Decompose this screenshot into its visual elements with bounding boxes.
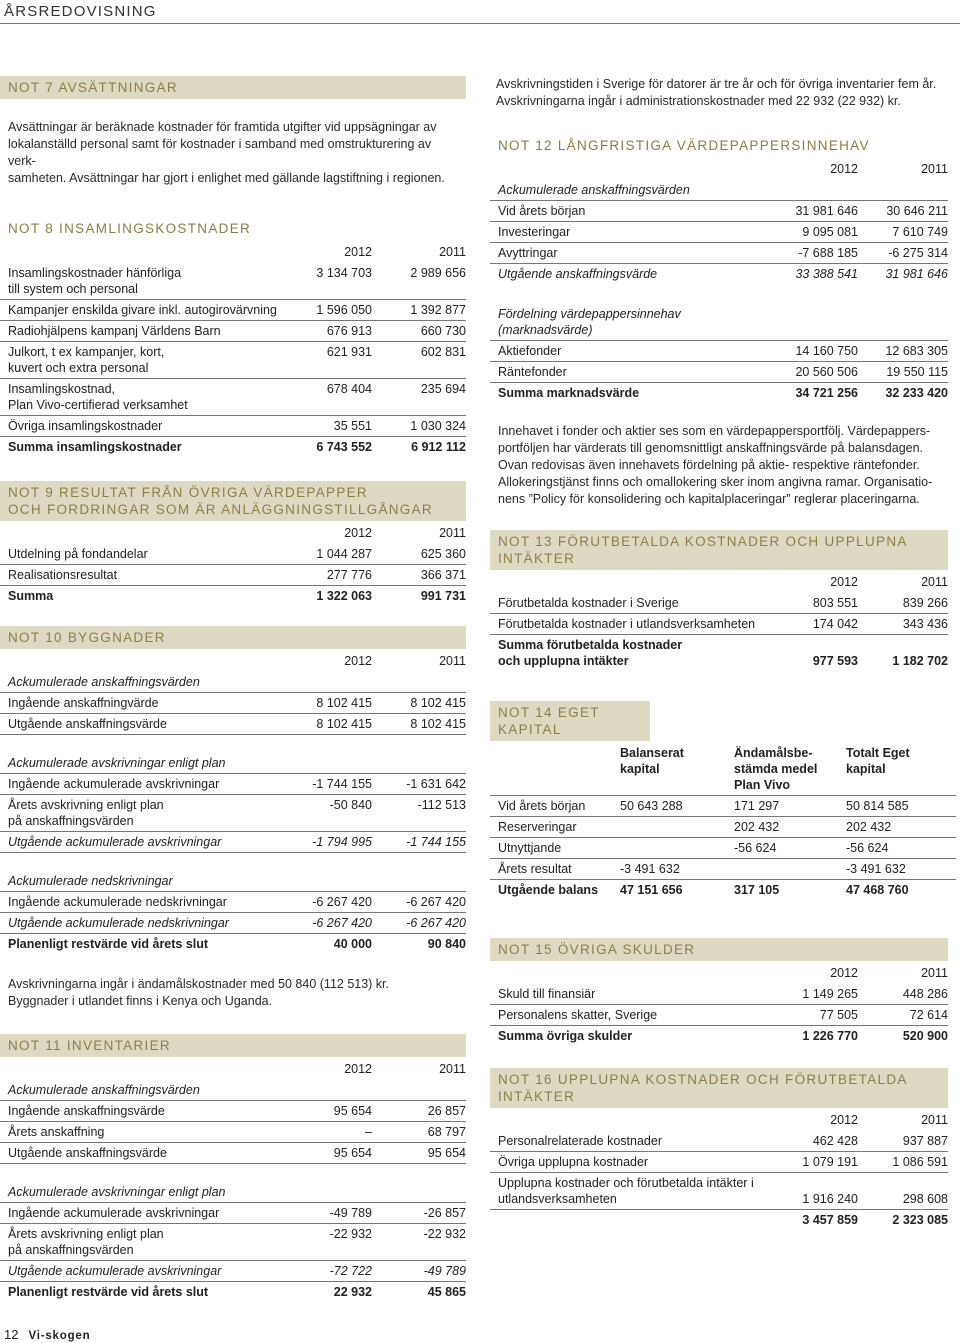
value-2011: -49 789 bbox=[372, 1261, 466, 1282]
row-label: Summa marknadsvärde bbox=[498, 386, 640, 400]
table-row bbox=[0, 714, 466, 735]
year-header-row bbox=[490, 157, 948, 180]
value-2012: -72 722 bbox=[296, 1261, 372, 1282]
value-2011: 30 646 211 bbox=[858, 201, 948, 222]
note13-table bbox=[490, 570, 948, 671]
row-label: Ingående ackumulerade avskrivningar bbox=[0, 1203, 296, 1224]
year-2011: 2011 bbox=[439, 1062, 466, 1076]
value-2012: 8 102 415 bbox=[296, 693, 372, 714]
note12-text bbox=[490, 423, 956, 508]
row-label: Förutbetalda kostnader i Sverige bbox=[490, 593, 778, 614]
value-2012: 22 932 bbox=[333, 1285, 372, 1299]
year-2012: 2012 bbox=[344, 526, 372, 540]
note13-title: NOT 13 FÖRUTBETALDA KOSTNADER OCH UPPLUPNA INTÄKTER bbox=[490, 530, 948, 570]
row-label: Julkort, t ex kampanjer, kort, bbox=[8, 345, 165, 359]
row-label: (marknadsvärde) bbox=[498, 323, 593, 337]
row-label: Reserveringar bbox=[490, 817, 620, 838]
table-row bbox=[490, 1005, 948, 1026]
note9-title-line: NOT 9 RESULTAT FRÅN ÖVRIGA VÄRDEPAPPER bbox=[8, 485, 368, 500]
value-2011: -1 744 155 bbox=[372, 832, 466, 853]
row-label: Utgående anskaffningsvärde bbox=[0, 714, 296, 735]
column-header: Totalt Eget kapital bbox=[846, 741, 956, 796]
row-label: till system och personal bbox=[8, 282, 138, 296]
value-2011: 31 981 646 bbox=[885, 267, 948, 281]
total-row bbox=[490, 880, 956, 901]
value-2011: 602 831 bbox=[372, 342, 466, 379]
row-label: Plan Vivo-certifierad verksamhet bbox=[8, 398, 188, 412]
row-label: Skuld till finansiär bbox=[490, 984, 778, 1005]
value-2012: 35 551 bbox=[296, 416, 372, 437]
row-label: Utdelning på fondandelar bbox=[0, 544, 296, 565]
note12-title: NOT 12 LÅNGFRISTIGA VÄRDEPAPPERSINNEHAV bbox=[498, 138, 870, 153]
value-2012: 40 000 bbox=[333, 937, 372, 951]
value-2011: 520 900 bbox=[902, 1029, 948, 1043]
table-row bbox=[490, 593, 948, 614]
value-2011: 6 912 112 bbox=[411, 440, 466, 454]
value-2011: 12 683 305 bbox=[858, 341, 948, 362]
value-2011: -22 932 bbox=[372, 1224, 466, 1261]
table-row bbox=[490, 984, 948, 1005]
value-2012: 678 404 bbox=[296, 379, 372, 416]
year-2011: 2011 bbox=[921, 162, 948, 176]
row-label: Realisationsresultat bbox=[0, 565, 296, 586]
value-2011: 937 887 bbox=[858, 1131, 948, 1152]
section-heading: Ackumulerade avskrivningar enligt plan bbox=[0, 735, 466, 774]
value-2011: 2 989 656 bbox=[372, 263, 466, 300]
value-2011: 26 857 bbox=[372, 1101, 466, 1122]
year-2011: 2011 bbox=[439, 526, 466, 540]
value-2012: 31 981 646 bbox=[768, 201, 858, 222]
note7-line: samheten. Avsättningar har gjort i enlighet med gällande lagstiftning i regionen. bbox=[8, 171, 445, 185]
note10-table bbox=[0, 649, 466, 954]
row-label: Personalrelaterade kostnader bbox=[490, 1131, 778, 1152]
value-2011: -1 631 642 bbox=[372, 774, 466, 795]
note10-text bbox=[0, 976, 466, 1010]
value-2012: 95 654 bbox=[296, 1143, 372, 1164]
year-2011: 2011 bbox=[921, 966, 948, 980]
value-total: 47 468 760 bbox=[846, 883, 909, 897]
row-label: Vid årets början bbox=[490, 201, 768, 222]
section-heading: Ackumulerade avskrivningar enligt plan bbox=[0, 1164, 466, 1203]
value-2012: 3 134 703 bbox=[296, 263, 372, 300]
value-2012: 676 913 bbox=[296, 321, 372, 342]
value-2012: 174 042 bbox=[778, 614, 858, 635]
value-2012: 1 226 770 bbox=[802, 1029, 858, 1043]
value-2012: 277 776 bbox=[296, 565, 372, 586]
row-label: Utgående anskaffningsvärde bbox=[498, 267, 658, 281]
value-2011: -6 275 314 bbox=[858, 243, 948, 264]
table-row bbox=[0, 1203, 466, 1224]
total-row bbox=[0, 586, 466, 607]
note12-line: Ovan redovisas även innehavets fördelning på aktie- respektive räntefonder. bbox=[498, 458, 920, 472]
note11-title: NOT 11 INVENTARIER bbox=[0, 1034, 466, 1057]
value-2011: -112 513 bbox=[372, 795, 466, 832]
value-2012: 803 551 bbox=[778, 593, 858, 614]
value-2012: 462 428 bbox=[778, 1131, 858, 1152]
year-2012: 2012 bbox=[344, 1062, 372, 1076]
row-label: Upplupna kostnader och förutbetalda intäkter i bbox=[498, 1176, 754, 1190]
note11-table bbox=[0, 1057, 466, 1302]
year-2011: 2011 bbox=[921, 575, 948, 589]
value-2012: -7 688 185 bbox=[768, 243, 858, 264]
section-heading-row bbox=[0, 672, 466, 693]
value-2011: 90 840 bbox=[427, 937, 466, 951]
value-2012: 34 721 256 bbox=[795, 386, 858, 400]
note15-title: NOT 15 ÖVRIGA SKULDER bbox=[490, 938, 948, 961]
row-label: Övriga upplupna kostnader bbox=[490, 1152, 778, 1173]
note14-table bbox=[490, 741, 956, 900]
value-2012: 8 102 415 bbox=[296, 714, 372, 735]
value-2011: 625 360 bbox=[372, 544, 466, 565]
value-2012: 95 654 bbox=[296, 1101, 372, 1122]
table-row bbox=[490, 859, 956, 880]
value-designated: 202 432 bbox=[734, 817, 846, 838]
row-label: Ingående ackumulerade nedskrivningar bbox=[0, 892, 296, 913]
row-label: Summa förutbetalda kostnader bbox=[498, 638, 683, 652]
total-row bbox=[0, 437, 466, 458]
table-row bbox=[0, 565, 466, 586]
value-2011: 366 371 bbox=[372, 565, 466, 586]
value-balanced: -3 491 632 bbox=[620, 859, 734, 880]
value-balanced bbox=[620, 838, 734, 859]
section-heading-row bbox=[0, 853, 466, 892]
row-label: utlandsverksamheten bbox=[498, 1192, 617, 1206]
row-label: Fördelning värdepappersinnehav bbox=[498, 307, 681, 321]
value-2011: 2 323 085 bbox=[892, 1213, 948, 1227]
value-2012: 977 593 bbox=[812, 654, 858, 668]
row-label: Årets avskrivning enligt plan bbox=[8, 798, 164, 812]
value-2011: 72 614 bbox=[858, 1005, 948, 1026]
row-label: Summa övriga skulder bbox=[498, 1029, 633, 1043]
note8-title: NOT 8 INSAMLINGSKOSTNADER bbox=[8, 221, 252, 236]
value-designated: 171 297 bbox=[734, 796, 846, 817]
value-2011: 660 730 bbox=[372, 321, 466, 342]
value-2011: -6 267 420 bbox=[372, 892, 466, 913]
table-row bbox=[0, 342, 466, 379]
table-row bbox=[490, 1173, 948, 1210]
year-2012: 2012 bbox=[344, 654, 372, 668]
value-2012: -50 840 bbox=[296, 795, 372, 832]
column-header: Balanserat kapital bbox=[620, 741, 734, 796]
note9-title-line: OCH FORDRINGAR SOM ÄR ANLÄGGNINGSTILLGÅNGAR bbox=[8, 502, 433, 517]
value-2012: 1 079 191 bbox=[778, 1152, 858, 1173]
table-row bbox=[490, 1152, 948, 1173]
table-row bbox=[0, 892, 466, 913]
value-2012: 621 931 bbox=[296, 342, 372, 379]
table-row bbox=[0, 263, 466, 300]
section-heading-row bbox=[0, 1164, 466, 1203]
row-label: Ingående ackumulerade avskrivningar bbox=[0, 774, 296, 795]
page-footer bbox=[4, 1327, 90, 1342]
section-heading-row bbox=[0, 1080, 466, 1101]
value-2012: -22 932 bbox=[296, 1224, 372, 1261]
value-2011: 1 030 324 bbox=[372, 416, 466, 437]
value-2012: -49 789 bbox=[296, 1203, 372, 1224]
page-number: 12 bbox=[4, 1327, 19, 1342]
section-heading bbox=[490, 284, 948, 341]
intro-line: Avskrivningarna ingår i administrationskostnader med 22 932 (22 932) kr. bbox=[496, 94, 901, 108]
row-label: Summa insamlingskostnader bbox=[8, 440, 182, 454]
table-row bbox=[0, 1101, 466, 1122]
row-label: Radiohjälpens kampanj Världens Barn bbox=[0, 321, 296, 342]
row-label: på anskaffningsvärden bbox=[8, 1243, 134, 1257]
value-2012: 33 388 541 bbox=[795, 267, 858, 281]
page-header-title: ÅRSREDOVISNING bbox=[4, 3, 157, 20]
year-2011: 2011 bbox=[921, 1113, 948, 1127]
row-label: Planenligt restvärde vid årets slut bbox=[8, 937, 209, 951]
table-row bbox=[0, 544, 466, 565]
value-2011: 7 610 749 bbox=[858, 222, 948, 243]
row-label: Ingående anskaffningsvärde bbox=[0, 1101, 296, 1122]
value-2012: 77 505 bbox=[778, 1005, 858, 1026]
total-row bbox=[490, 1210, 948, 1231]
note12-table bbox=[490, 157, 948, 403]
table-row bbox=[0, 693, 466, 714]
row-label: Avyttringar bbox=[490, 243, 768, 264]
year-header-row bbox=[490, 570, 948, 593]
total-row bbox=[490, 635, 948, 672]
table-row bbox=[490, 614, 948, 635]
table-row bbox=[0, 774, 466, 795]
value-2012: 20 560 506 bbox=[768, 362, 858, 383]
note7-text bbox=[0, 119, 466, 187]
table-row bbox=[0, 416, 466, 437]
total-row bbox=[490, 383, 948, 404]
note7-line: Avsättningar är beräknade kostnader för framtida utgifter vid uppsägningar av bbox=[8, 120, 437, 134]
brand-name: Vi-skogen bbox=[28, 1330, 91, 1342]
section-heading: Ackumulerade anskaffningsvärden bbox=[0, 672, 466, 693]
value-2011: 95 654 bbox=[372, 1143, 466, 1164]
value-2012: 1 596 050 bbox=[296, 300, 372, 321]
note15-table bbox=[490, 961, 948, 1046]
table-row bbox=[0, 321, 466, 342]
value-2012: -6 267 420 bbox=[296, 892, 372, 913]
row-label: Aktiefonder bbox=[490, 341, 768, 362]
value-balanced: 47 151 656 bbox=[620, 883, 683, 897]
row-label: Årets resultat bbox=[490, 859, 620, 880]
note14-title: NOT 14 EGET KAPITAL bbox=[490, 701, 650, 741]
section-heading-row bbox=[0, 735, 466, 774]
value-2011: 448 286 bbox=[858, 984, 948, 1005]
row-label: Vid årets början bbox=[490, 796, 620, 817]
value-2012: 3 457 859 bbox=[802, 1213, 858, 1227]
note12-line: nens ”Policy för konsolidering och kapitalplaceringar” reglerar placeringarna. bbox=[498, 492, 920, 506]
section-heading-row bbox=[490, 180, 948, 201]
row-label: på anskaffningsvärden bbox=[8, 814, 134, 828]
row-label: Insamlingskostnader hänförliga bbox=[8, 266, 182, 280]
value-2011: 8 102 415 bbox=[372, 693, 466, 714]
value-designated: 317 105 bbox=[734, 883, 780, 897]
table-row bbox=[0, 300, 466, 321]
table-row bbox=[0, 1122, 466, 1143]
value-total: 50 814 585 bbox=[846, 796, 956, 817]
table-row bbox=[0, 1261, 466, 1282]
row-label: Utgående balans bbox=[498, 883, 599, 897]
left-column bbox=[0, 76, 466, 1302]
value-2012: 9 095 081 bbox=[768, 222, 858, 243]
row-label: Ingående anskaffningvärde bbox=[0, 693, 296, 714]
value-2012: 6 743 552 bbox=[316, 440, 372, 454]
row-label: Räntefonder bbox=[490, 362, 768, 383]
note7-title: NOT 7 AVSÄTTNINGAR bbox=[0, 76, 466, 99]
total-row bbox=[0, 1282, 466, 1303]
table-row bbox=[490, 341, 948, 362]
intro-line: Avskrivningstiden i Sverige för datorer är tre år och för övriga inventarier fem år. bbox=[496, 77, 937, 91]
value-designated: -56 624 bbox=[734, 838, 846, 859]
value-balanced: 50 643 288 bbox=[620, 796, 734, 817]
column-header: Ändamålsbe- stämda medel Plan Vivo bbox=[734, 741, 846, 796]
value-2011: 343 436 bbox=[858, 614, 948, 635]
value-2011: 1 392 877 bbox=[372, 300, 466, 321]
note9-table bbox=[0, 521, 466, 606]
value-designated bbox=[734, 859, 846, 880]
table-row bbox=[490, 222, 948, 243]
table-row bbox=[0, 913, 466, 934]
note16-title: NOT 16 UPPLUPNA KOSTNADER OCH FÖRUTBETALDA INTÄKTER bbox=[490, 1068, 948, 1108]
value-2012: -1 744 155 bbox=[296, 774, 372, 795]
section-heading-row bbox=[490, 284, 948, 341]
value-2011: 8 102 415 bbox=[372, 714, 466, 735]
row-label bbox=[490, 1210, 778, 1231]
total-row bbox=[0, 934, 466, 955]
section-heading: Ackumulerade nedskrivningar bbox=[0, 853, 466, 892]
inventory-depreciation-text bbox=[490, 76, 956, 110]
note12-line: Innehavet i fonder och aktier ses som en värdepappersportfölj. Värdepappers- bbox=[498, 424, 931, 438]
row-label: Personalens skatter, Sverige bbox=[490, 1005, 778, 1026]
value-2012: 14 160 750 bbox=[768, 341, 858, 362]
table-row bbox=[490, 838, 956, 859]
year-header-row bbox=[490, 1108, 948, 1131]
row-label: Förutbetalda kostnader i utlandsverksamheten bbox=[490, 614, 778, 635]
year-2012: 2012 bbox=[830, 575, 858, 589]
note10-title: NOT 10 BYGGNADER bbox=[0, 626, 466, 649]
row-label: Utgående anskaffningsvärde bbox=[0, 1143, 296, 1164]
table-row bbox=[0, 1224, 466, 1261]
row-label: Utnyttjande bbox=[490, 838, 620, 859]
table-row bbox=[490, 264, 948, 285]
table-row bbox=[490, 201, 948, 222]
row-label: Övriga insamlingskostnader bbox=[0, 416, 296, 437]
note12-line: Allokeringstjänst finns och omallokering sker inom angivna ramar. Organisatio- bbox=[498, 475, 933, 489]
table-row bbox=[0, 379, 466, 416]
row-label: Årets avskrivning enligt plan bbox=[8, 1227, 164, 1241]
total-row bbox=[490, 1026, 948, 1047]
value-2012: 1 916 240 bbox=[778, 1173, 858, 1210]
note12-line: portföljen har värderats till genomsnittligt anskaffningsvärde på balansdagen. bbox=[498, 441, 924, 455]
section-heading: Ackumulerade anskaffningsvärden bbox=[490, 180, 948, 201]
table-row bbox=[0, 1143, 466, 1164]
value-2012: 1 322 063 bbox=[316, 589, 372, 603]
row-label: Utgående ackumulerade avskrivningar bbox=[0, 1261, 296, 1282]
row-label: Planenligt restvärde vid årets slut bbox=[8, 1285, 209, 1299]
year-header-row bbox=[0, 240, 466, 263]
year-header-row bbox=[490, 961, 948, 984]
value-2011: 32 233 420 bbox=[885, 386, 948, 400]
column-header-row bbox=[490, 741, 956, 796]
year-header-row bbox=[0, 521, 466, 544]
note10-line: Avskrivningarna ingår i ändamålskostnader med 50 840 (112 513) kr. bbox=[8, 977, 390, 991]
row-label: Investeringar bbox=[490, 222, 768, 243]
value-2011: 45 865 bbox=[427, 1285, 466, 1299]
note10-line: Byggnader i utlandet finns i Kenya och Uganda. bbox=[8, 994, 273, 1008]
value-2011: 19 550 115 bbox=[858, 362, 948, 383]
value-2011: 235 694 bbox=[372, 379, 466, 416]
year-2011: 2011 bbox=[439, 245, 466, 259]
row-label: Summa bbox=[8, 589, 54, 603]
row-label: kuvert och extra personal bbox=[8, 361, 149, 375]
year-2012: 2012 bbox=[830, 966, 858, 980]
page-header bbox=[0, 0, 960, 24]
year-2012: 2012 bbox=[830, 1113, 858, 1127]
row-label: Insamlingskostnad, bbox=[8, 382, 116, 396]
value-total: -56 624 bbox=[846, 838, 956, 859]
row-label: Utgående ackumulerade nedskrivningar bbox=[0, 913, 296, 934]
section-heading: Ackumulerade anskaffningsvärden bbox=[0, 1080, 466, 1101]
value-2011: -26 857 bbox=[372, 1203, 466, 1224]
value-2011: 68 797 bbox=[372, 1122, 466, 1143]
value-2011: 1 182 702 bbox=[892, 654, 948, 668]
value-2012: – bbox=[296, 1122, 372, 1143]
table-row bbox=[0, 832, 466, 853]
note7-line: lokalanställd personal samt för kostnader i samband med omstrukturering av verk- bbox=[8, 137, 432, 168]
value-2011: -6 267 420 bbox=[372, 913, 466, 934]
note8-table bbox=[0, 240, 466, 457]
year-2011: 2011 bbox=[439, 654, 466, 668]
value-2011: 991 731 bbox=[420, 589, 466, 603]
table-row bbox=[490, 817, 956, 838]
row-label: Utgående ackumulerade avskrivningar bbox=[0, 832, 296, 853]
year-2012: 2012 bbox=[830, 162, 858, 176]
row-label: Årets anskaffning bbox=[0, 1122, 296, 1143]
row-label: Kampanjer enskilda givare inkl. autogirovärvning bbox=[0, 300, 296, 321]
value-2011: 1 086 591 bbox=[858, 1152, 948, 1173]
year-2012: 2012 bbox=[344, 245, 372, 259]
right-column bbox=[490, 76, 956, 1230]
table-row bbox=[490, 362, 948, 383]
value-2012: 1 149 265 bbox=[778, 984, 858, 1005]
row-label: och upplupna intäkter bbox=[498, 654, 629, 668]
year-header-row bbox=[0, 1057, 466, 1080]
value-2011: 839 266 bbox=[858, 593, 948, 614]
value-2012: -6 267 420 bbox=[296, 913, 372, 934]
value-2012: 1 044 287 bbox=[296, 544, 372, 565]
value-total: -3 491 632 bbox=[846, 859, 956, 880]
note9-title bbox=[0, 481, 466, 521]
year-header-row bbox=[0, 649, 466, 672]
table-row bbox=[490, 243, 948, 264]
value-2012: -1 794 995 bbox=[296, 832, 372, 853]
table-row bbox=[490, 796, 956, 817]
value-balanced bbox=[620, 817, 734, 838]
note16-table bbox=[490, 1108, 948, 1230]
table-row bbox=[490, 1131, 948, 1152]
value-total: 202 432 bbox=[846, 817, 956, 838]
value-2011: 298 608 bbox=[858, 1173, 948, 1210]
table-row bbox=[0, 795, 466, 832]
